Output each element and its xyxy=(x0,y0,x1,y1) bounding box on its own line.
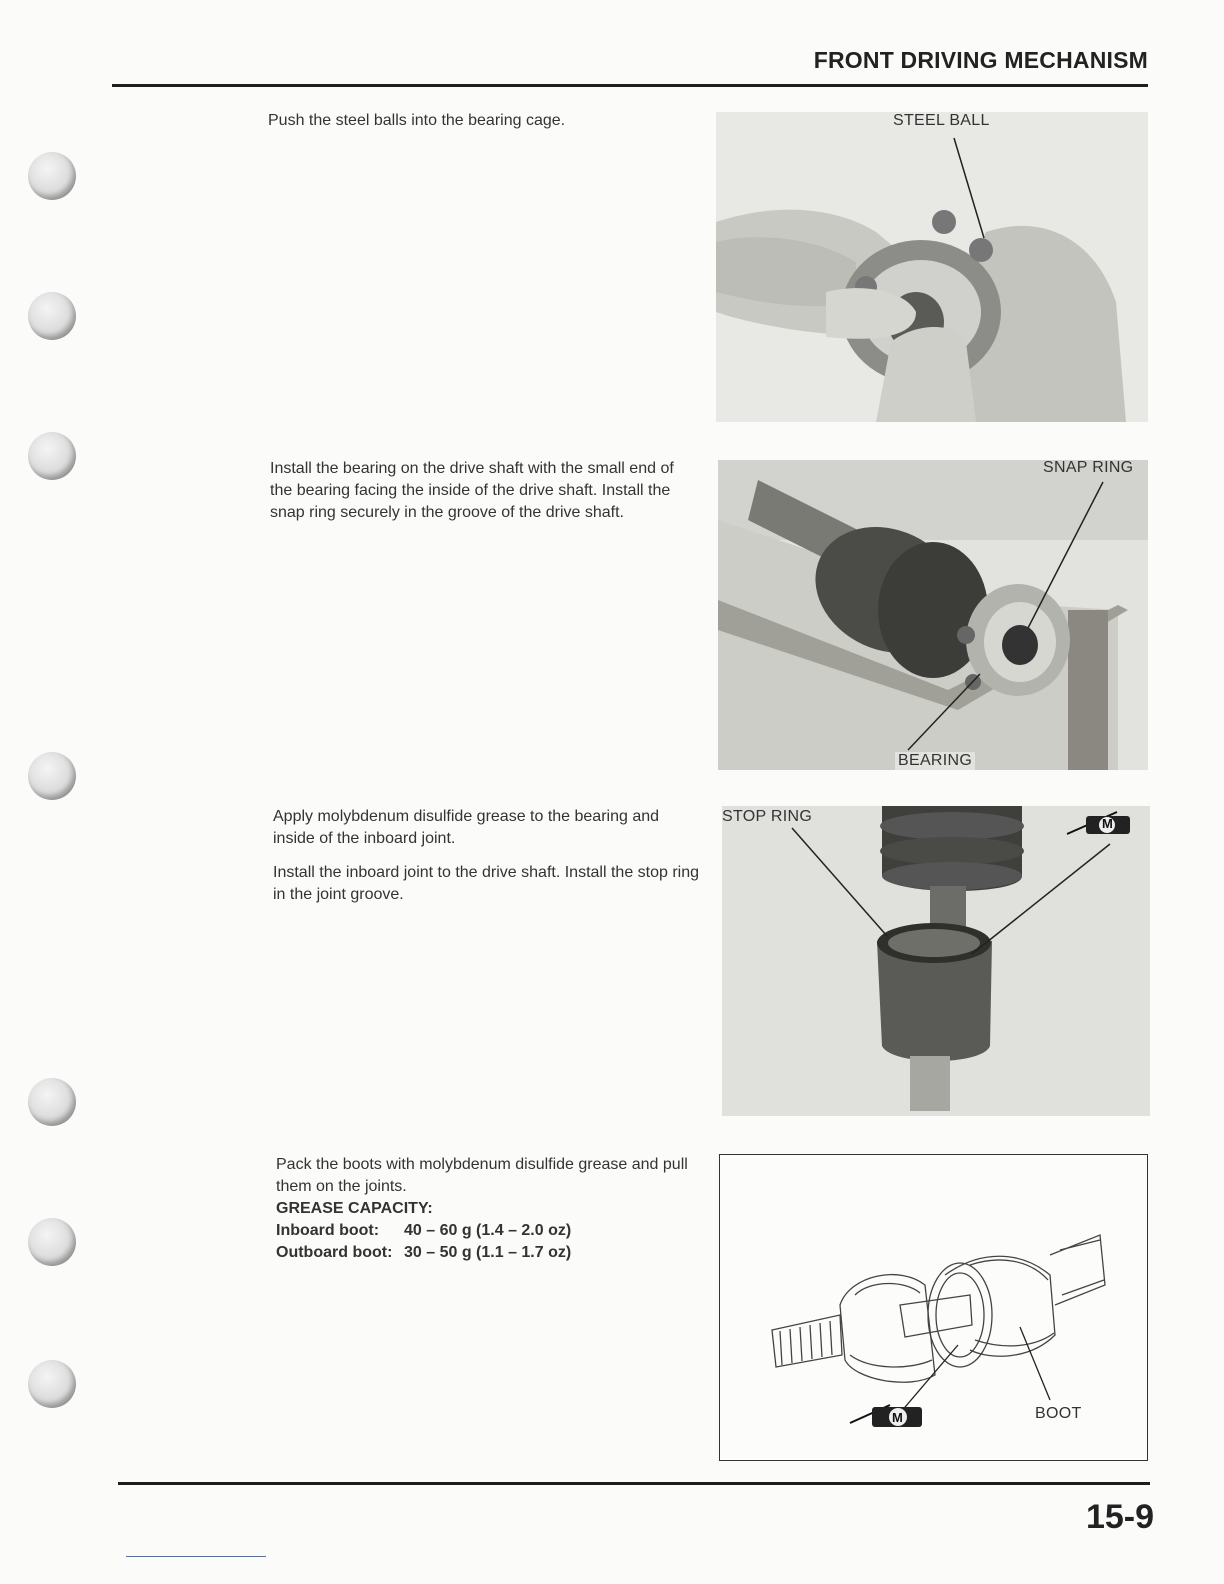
steel-ball-illustration xyxy=(716,112,1148,422)
boot-diagram xyxy=(719,1154,1148,1461)
step-1-paragraph: Push the steel balls into the bearing cage. xyxy=(268,112,566,129)
binder-hole xyxy=(28,1218,76,1266)
header-rule xyxy=(112,84,1148,87)
stop-ring-illustration xyxy=(722,806,1150,1116)
snap-ring-label: SNAP RING xyxy=(1043,459,1134,476)
footer-rule xyxy=(118,1482,1150,1485)
spec-label: Outboard boot: xyxy=(276,1244,393,1261)
steel-ball-photo xyxy=(716,112,1148,422)
binder-hole xyxy=(28,432,76,480)
stop-ring-label: STOP RING xyxy=(722,808,813,825)
boot-line-drawing xyxy=(720,1155,1148,1461)
spec-row-inboard xyxy=(276,1220,706,1242)
step-4-paragraph: Pack the boots with molybdenum disulfide grease and pull them on the joints. xyxy=(276,1156,688,1195)
grease-symbol-diagram: M xyxy=(892,1410,904,1425)
grease-capacity-title: GREASE CAPACITY: xyxy=(276,1200,433,1217)
steel-ball-label: STEEL BALL xyxy=(893,112,990,129)
section-title: FRONT DRIVING MECHANISM xyxy=(813,47,1148,73)
grease-symbol-photo: M xyxy=(1102,816,1114,831)
snap-ring-photo xyxy=(718,460,1148,770)
bearing-label: BEARING xyxy=(895,752,975,770)
step-3-paragraph-1: Apply molybdenum disulfide grease to the bearing and inside of the inboard joint. xyxy=(273,808,660,847)
binder-hole xyxy=(28,152,76,200)
step-3-text xyxy=(273,806,703,906)
step-2-text xyxy=(270,458,700,524)
step-4-text xyxy=(276,1154,706,1264)
step-2-paragraph: Install the bearing on the drive shaft with the small end of the bearing facing the inside of the drive shaft. Install the snap ring securely in the groove of the drive shaft. xyxy=(270,460,674,521)
step-1-text xyxy=(268,110,698,132)
page-number: 15-9 xyxy=(1085,1498,1154,1536)
spec-row-outboard xyxy=(276,1242,706,1264)
binder-hole xyxy=(28,752,76,800)
spec-value: 40 – 60 g (1.4 – 2.0 oz) xyxy=(404,1222,572,1239)
snap-ring-illustration xyxy=(718,460,1148,770)
binder-hole xyxy=(28,1078,76,1126)
stop-ring-photo xyxy=(722,806,1150,1116)
spec-value: 30 – 50 g (1.1 – 1.7 oz) xyxy=(404,1244,572,1261)
spec-label: Inboard boot: xyxy=(276,1222,380,1239)
binder-hole xyxy=(28,292,76,340)
footer-link-line xyxy=(126,1556,266,1557)
binder-hole xyxy=(28,1360,76,1408)
boot-label: BOOT xyxy=(1035,1405,1082,1422)
step-3-paragraph-2: Install the inboard joint to the drive shaft. Install the stop ring in the joint groove. xyxy=(273,864,700,903)
